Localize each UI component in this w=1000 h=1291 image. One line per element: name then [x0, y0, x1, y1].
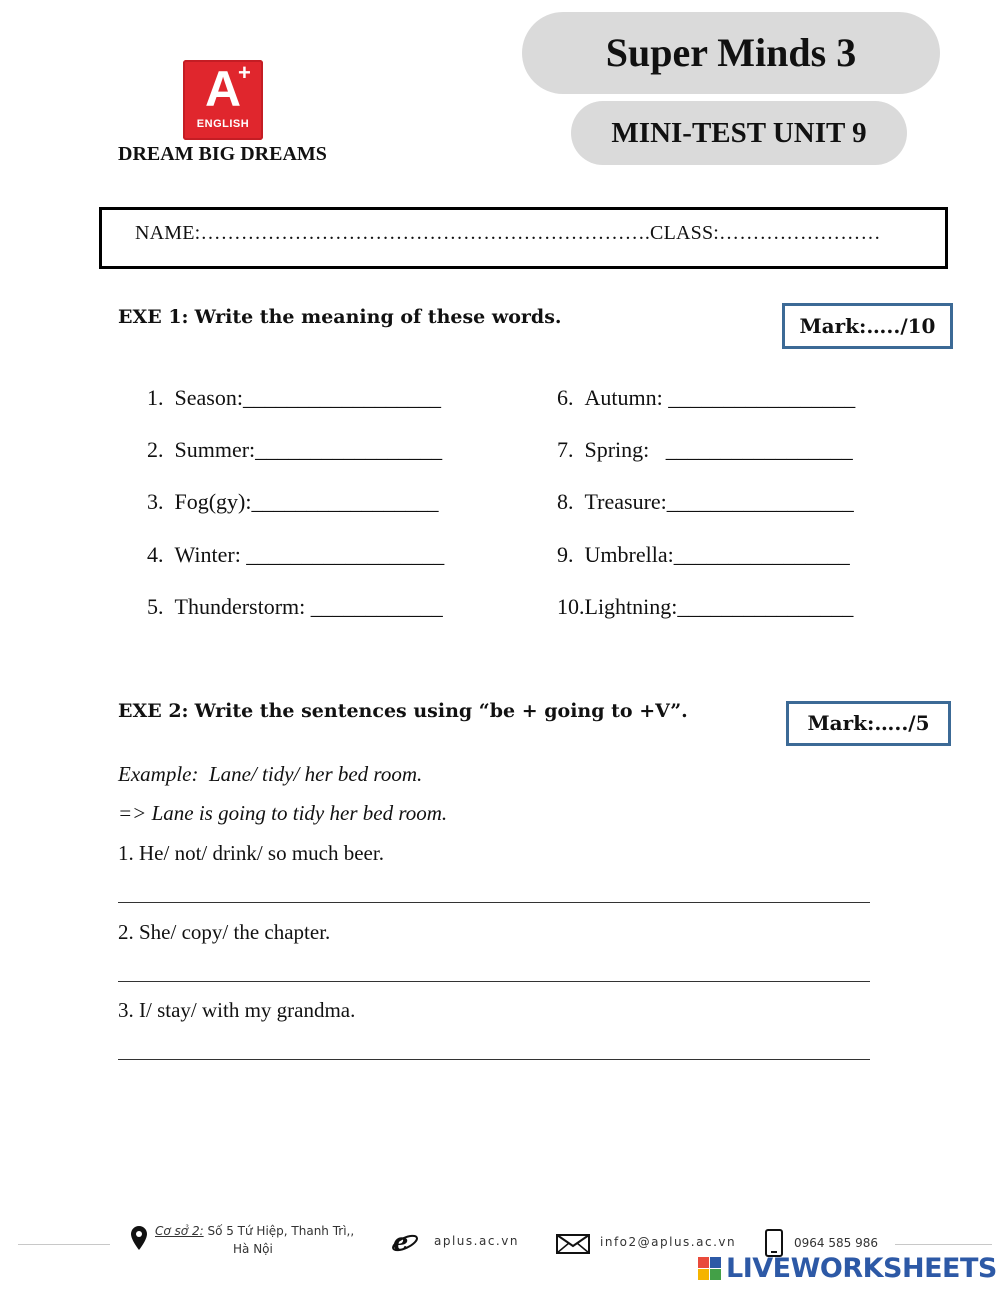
- exe2-label: EXE 2:: [118, 700, 189, 722]
- school-logo: [183, 60, 263, 140]
- location-pin-icon: [130, 1225, 148, 1251]
- mail-icon: [556, 1234, 590, 1254]
- word-item-7[interactable]: 7. Spring: _________________: [557, 437, 853, 462]
- question-3: 3. I/ stay/ with my grandma.: [118, 998, 356, 1022]
- word-item-1[interactable]: 1. Season:__________________: [147, 385, 441, 410]
- word-item-8[interactable]: 8. Treasure:_________________: [557, 489, 854, 514]
- word-item-10[interactable]: 10.Lightning:________________: [557, 594, 854, 619]
- logo-plus: +: [238, 60, 251, 85]
- word-item-3[interactable]: 3. Fog(gy):_________________: [147, 489, 439, 514]
- word-item-4[interactable]: 4. Winter: __________________: [147, 542, 445, 567]
- name-class-line[interactable]: NAME:………………………………………………………….CLASS:……………………: [135, 222, 881, 244]
- exe1-label: EXE 1:: [118, 306, 189, 328]
- slogan: DREAM BIG DREAMS: [118, 143, 327, 165]
- exe2-heading: [118, 700, 688, 722]
- address-label: Cơ sở 2:: [155, 1224, 204, 1238]
- address-line-1: [155, 1224, 354, 1238]
- word-item-2[interactable]: 2. Summer:_________________: [147, 437, 443, 462]
- question-2: 2. She/ copy/ the chapter.: [118, 920, 331, 944]
- svg-text:e: e: [393, 1228, 409, 1256]
- example-prompt: Example: Lane/ tidy/ her bed room.: [118, 762, 423, 786]
- series-title: Super Minds 3: [522, 12, 940, 94]
- student-info-box: [99, 207, 948, 269]
- example-answer: => Lane is going to tidy her bed room.: [118, 801, 448, 825]
- footer-rule-right: [895, 1244, 992, 1245]
- answer-line-1[interactable]: [118, 902, 870, 903]
- question-1: 1. He/ not/ drink/ so much beer.: [118, 841, 384, 865]
- word-item-6[interactable]: 6. Autumn: _________________: [557, 385, 856, 410]
- answer-line-2[interactable]: [118, 981, 870, 982]
- address-line-2: Hà Nội: [233, 1242, 273, 1256]
- logo-letter: A: [204, 61, 242, 117]
- address-street: Số 5 Tứ Hiệp, Thanh Trì,,: [207, 1224, 355, 1238]
- test-title: MINI-TEST UNIT 9: [571, 101, 907, 165]
- answer-line-3[interactable]: [118, 1059, 870, 1060]
- exe1-heading: [118, 306, 562, 328]
- website[interactable]: aplus.ac.vn: [434, 1234, 519, 1248]
- phone-number[interactable]: 0964 585 986: [794, 1236, 878, 1250]
- logo-subtitle: ENGLISH: [196, 118, 250, 130]
- exe2-instruction: Write the sentences using “be + going to +V”.: [194, 700, 688, 722]
- exe1-mark-box[interactable]: Mark:…../10: [782, 303, 953, 349]
- exe1-instruction: Write the meaning of these words.: [194, 306, 562, 328]
- word-item-5[interactable]: 5. Thunderstorm: ____________: [147, 594, 443, 619]
- email[interactable]: info2@aplus.ac.vn: [600, 1235, 737, 1249]
- liveworksheets-logo-icon: [698, 1257, 722, 1281]
- word-item-9[interactable]: 9. Umbrella:________________: [557, 542, 850, 567]
- liveworksheets-brand: LIVEWORKSHEETS: [726, 1253, 997, 1284]
- footer-rule-left: [18, 1244, 110, 1245]
- exe2-mark-box[interactable]: Mark:…../5: [786, 701, 951, 746]
- browser-icon: [391, 1228, 419, 1256]
